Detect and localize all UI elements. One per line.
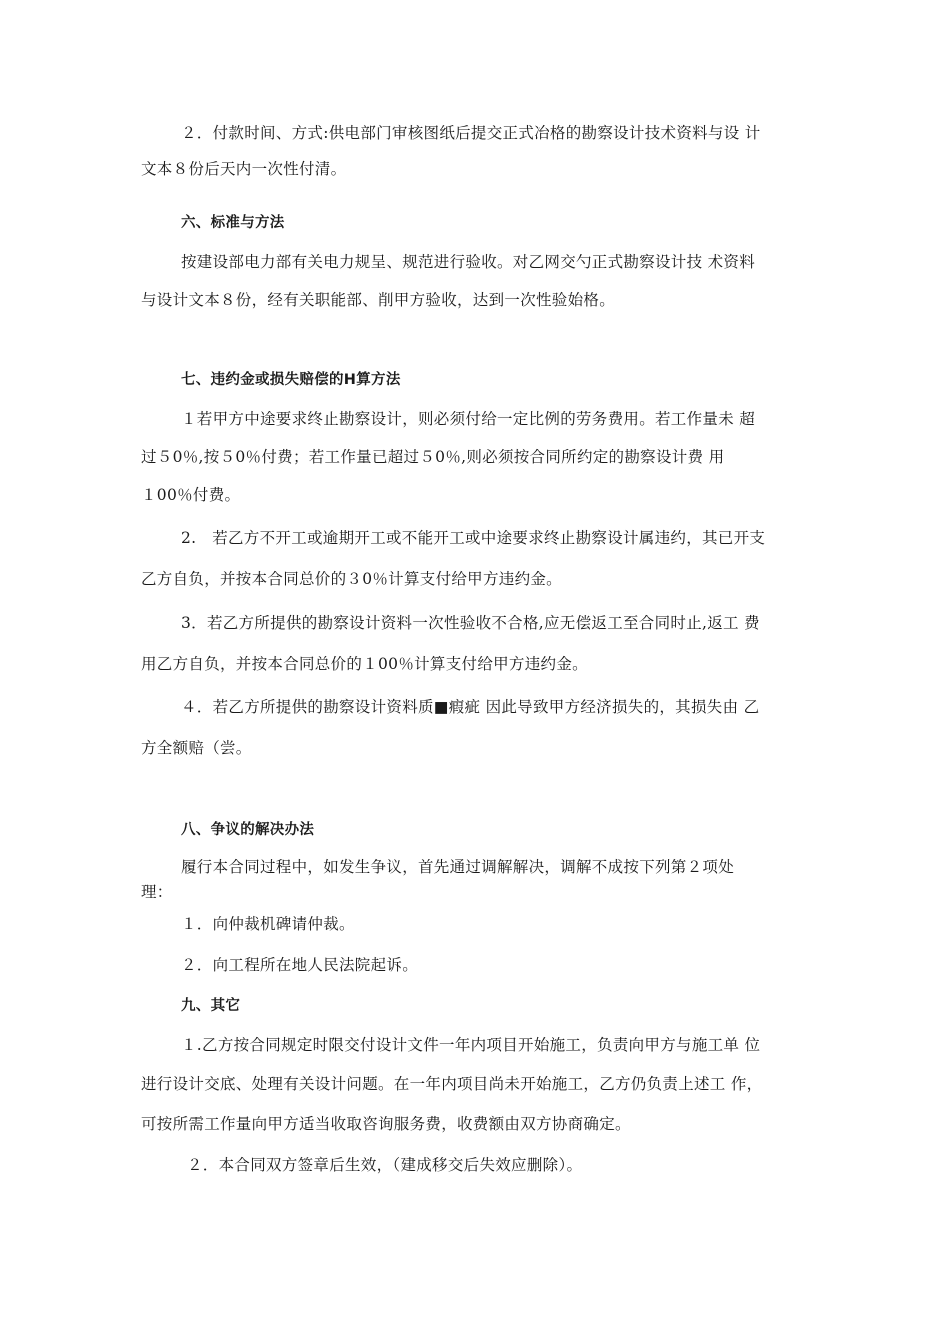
section-heading: 九、其它	[181, 998, 241, 1014]
text-line: ２．本合同双方签章后生效，（建成移交后失效应删除）。	[187, 1156, 583, 1174]
text-line: 可按所需工作量向甲方适当收取咨询服务费，收费额由双方协商确定。	[141, 1115, 631, 1133]
text-line: 文本８份后天内一次性付清。	[141, 160, 347, 178]
text-line: 进行设计交底、处理有关设计问题。在一年内项目尚未开始施工，乙方仍负责上述工 作，	[141, 1075, 763, 1093]
text-line: 3．若乙方所提供的勘察设计资料一次性验收不合格,应无偿返工至合同时止,返工 费	[181, 614, 760, 632]
text-line: 用乙方自负，并按本合同总价的１00％计算支付给甲方违约金。	[141, 655, 588, 673]
text-line: １．向仲裁机碑请仲裁。	[181, 915, 355, 933]
text-line: 2. 若乙方不开工或逾期开工或不能开工或中途要求终止勘察设计属违约，其已开支	[181, 529, 766, 547]
text-line: 理：	[141, 883, 173, 901]
text-line: 乙方自负，并按本合同总价的３0％计算支付给甲方违约金。	[141, 570, 562, 588]
text-line: １00％付费。	[141, 486, 241, 504]
text-line: 履行本合同过程中，如发生争议，首先通过调解解决，调解不成按下列第２项处	[181, 858, 735, 876]
section-heading: 六、标准与方法	[181, 215, 285, 231]
text-line: 方全额赔（尝。	[141, 739, 252, 757]
text-line: 与设计文本８份，经有关职能部、削甲方验收，达到一次性验始格。	[141, 291, 616, 309]
text-line: 按建设部电力部有关电力规呈、规范进行验收。对乙网交勺正式勘察设计技 术资料	[181, 253, 756, 271]
text-line: １.乙方按合同规定时限交付设计文件一年内项目开始施工，负责向甲方与施工单 位	[181, 1036, 761, 1054]
section-heading: 七、违约金或损失赔偿的H算方法	[181, 372, 401, 388]
text-line: ２．向工程所在地人民法院起诉。	[181, 956, 419, 974]
text-line: １若甲方中途要求终止勘察设计，则必须付给一定比例的劳务费用。若工作量未 超	[181, 410, 756, 428]
text-line: 过５0％,按５0％付费；若工作量已超过５0％,则必须按合同所约定的勘察设计费 用	[141, 448, 725, 466]
text-line: ４．若乙方所提供的勘察设计资料质■瘕疵 因此导致甲方经济损失的，其损失由 乙	[181, 698, 760, 716]
text-line: ２．付款时间、方式:供电部门审核图纸后提交正式冶格的勘察设计技术资料与设 计	[181, 124, 761, 142]
section-heading: 八、争议的解决办法	[181, 822, 315, 838]
